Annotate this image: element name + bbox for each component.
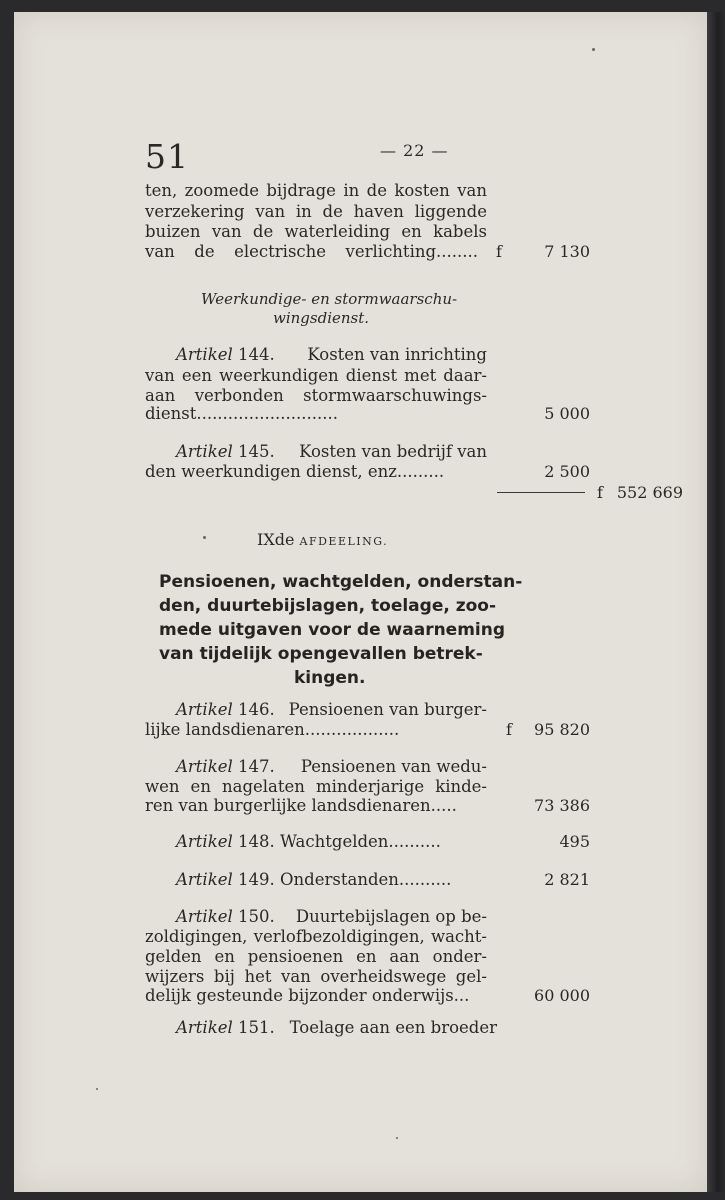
running-header: — 22 — [380, 141, 449, 160]
article-line [176, 700, 487, 719]
amount: 495 [559, 832, 590, 851]
article-number: 151. [238, 1018, 275, 1037]
article-label: Artikel [176, 907, 233, 926]
article-text: Wachtgelden.......... [280, 832, 441, 851]
article-label: Artikel [176, 757, 233, 776]
text-line: ten, zoomede bijdrage in de kosten van [145, 181, 487, 200]
text-line: van de electrische verlichting........ [145, 242, 478, 261]
currency-symbol: f [597, 483, 603, 502]
text-line: wijzers bij het van overheidswege gel- [145, 967, 487, 986]
article-text: Kosten van inrichting [307, 345, 487, 364]
article-number: 145. [238, 442, 275, 461]
scan-speck [592, 48, 595, 51]
afdeeling-roman: IXde [257, 530, 295, 549]
total-amount: 552 669 [616, 483, 683, 502]
article-line [176, 442, 487, 461]
article-number: 146. [238, 700, 275, 719]
article-line [176, 832, 441, 851]
article-label: Artikel [176, 870, 233, 889]
text-line: van een weerkundigen dienst met daar- [145, 366, 487, 385]
text-line: zoldigingen, verlofbezoldigingen, wacht- [145, 927, 487, 946]
text-line: lijke landsdienaren.................. [145, 720, 400, 739]
article-label: Artikel [176, 442, 233, 461]
article-text: Pensioenen van wedu- [300, 757, 487, 776]
text-line: wen en nagelaten minderjarige kinde- [145, 777, 487, 796]
text-line: delijk gesteunde bijzonder onderwijs... [145, 986, 470, 1005]
afdeeling-word: AFDEELING. [299, 535, 389, 548]
article-number: 144. [238, 345, 275, 364]
article-text: Kosten van bedrijf van [299, 442, 487, 461]
total-rule [497, 492, 585, 493]
article-number: 147. [238, 757, 275, 776]
text-line: ren van burgerlijke landsdienaren..... [145, 796, 457, 815]
section-title: kingen. [294, 668, 366, 688]
text-line: den weerkundigen dienst, enz......... [145, 462, 445, 481]
article-line [176, 1018, 497, 1037]
article-text: Toelage aan een broeder [289, 1018, 497, 1037]
article-label: Artikel [176, 700, 233, 719]
article-line [176, 757, 487, 776]
afdeeling-heading [257, 530, 388, 549]
text-line: verzekering van in de haven liggende [145, 202, 487, 221]
currency-symbol: f [496, 242, 502, 261]
section-title: wingsdienst. [273, 309, 370, 327]
section-title: Weerkundige- en stormwaarschu- [201, 290, 458, 308]
amount: 5 000 [544, 404, 590, 423]
article-number: 148. [238, 832, 275, 851]
scan-speck [396, 1137, 398, 1139]
article-label: Artikel [176, 1018, 233, 1037]
section-title: den, duurtebijslagen, toelage, zoo- [159, 596, 497, 616]
section-title: Pensioenen, wachtgelden, onderstan- [159, 572, 523, 592]
text-line: gelden en pensioenen en aan onder- [145, 947, 487, 966]
article-number: 149. [238, 870, 275, 889]
amount: 2 500 [544, 462, 590, 481]
section-title: van tijdelijk opengevallen betrek- [159, 644, 483, 664]
scan-edge [707, 12, 725, 1192]
text-line: dienst........................... [145, 404, 338, 423]
text-line: aan verbonden stormwaarschuwings- [145, 386, 487, 405]
text-line: buizen van de waterleiding en kabels [145, 222, 487, 241]
scan-speck [203, 536, 206, 539]
amount: 60 000 [534, 986, 590, 1005]
page-number: 51 [145, 137, 189, 176]
amount: 73 386 [534, 796, 590, 815]
amount: 7 130 [544, 242, 590, 261]
article-text: Pensioenen van burger- [288, 700, 487, 719]
article-line [176, 345, 487, 364]
amount: 95 820 [534, 720, 590, 739]
article-label: Artikel [176, 345, 233, 364]
amount: 2 821 [544, 870, 590, 889]
article-label: Artikel [176, 832, 233, 851]
article-number: 150. [238, 907, 275, 926]
article-text: Onderstanden.......... [280, 870, 452, 889]
article-line [176, 870, 451, 889]
scan-speck [96, 1088, 98, 1090]
article-line [176, 907, 487, 926]
article-text: Duurtebijslagen op be- [295, 907, 487, 926]
currency-symbol: f [506, 720, 512, 739]
section-title: mede uitgaven voor de waarneming [159, 620, 506, 640]
